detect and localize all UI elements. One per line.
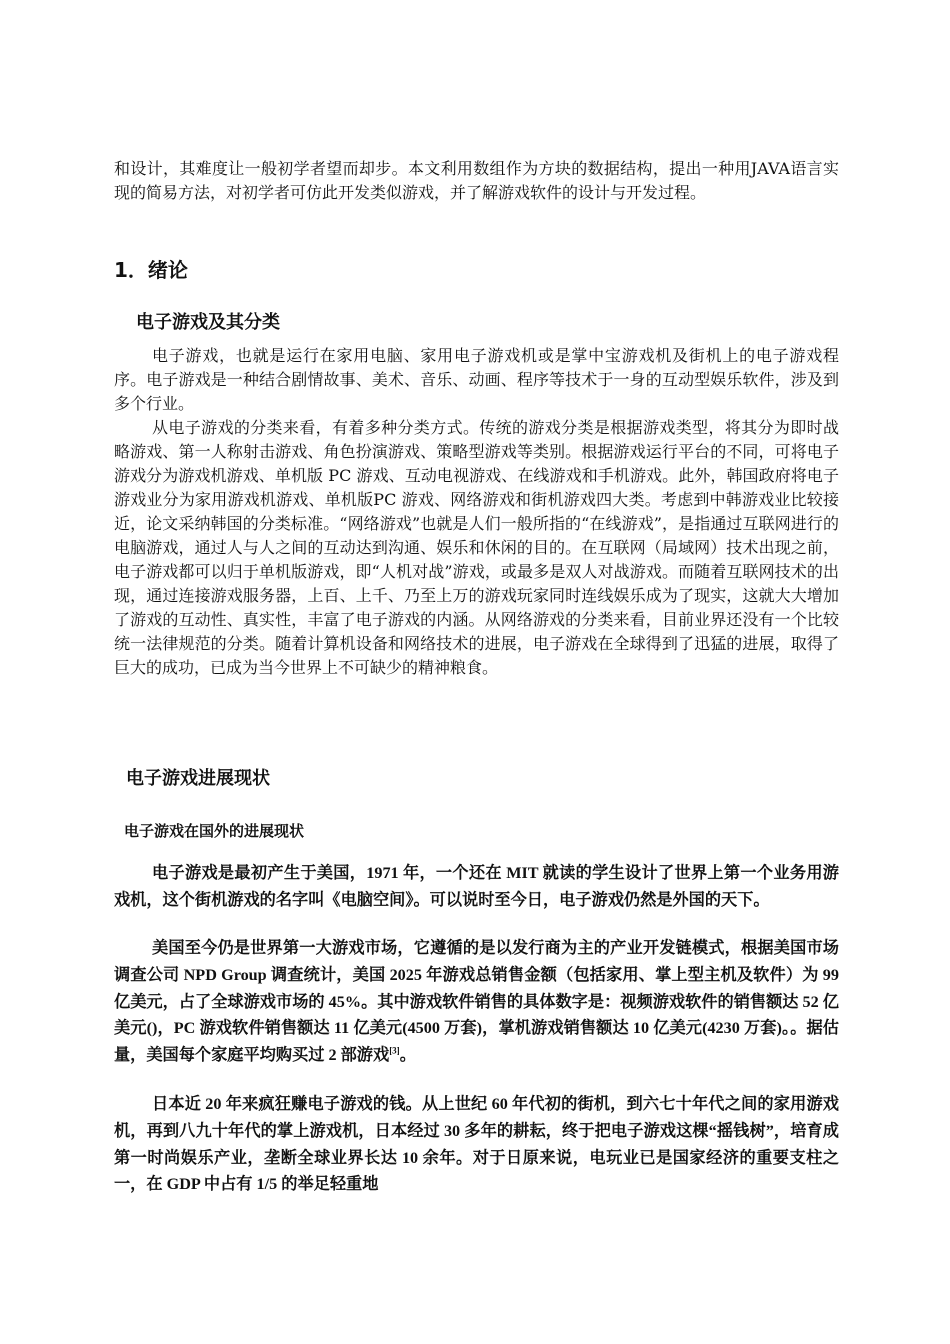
citation-reference: [3] [389,1045,400,1056]
subsection-heading: 电子游戏进展现状 [126,768,270,789]
body-paragraph: 日本近 20 年来疯狂赚电子游戏的钱。从上世纪 60 年代初的街机，到六七十年代之间的家用游戏机，再到八九十年代的掌上游戏机，日本经过 30 多年的耕耘，终于把电子游戏这棵“摇钱树”，培育成第一时尚娱乐产业，垄断全球业界长达 10 余年。对于日原来说，电玩业已是国家经济的重要支柱之一，在 GDP 中占有 1/5 的举足轻重地 [114,1095,839,1194]
paragraph-end: 。 [399,1046,416,1065]
body-paragraph: 从电子游戏的分类来看，有着多种分类方式。传统的游戏分类是根据游戏类型，将其分为即时战略游戏、第一人称射击游戏、角色扮演游戏、策略型游戏等类别。根据游戏运行平台的不同，可将电子游戏分为游戏机游戏、单机版 PC 游戏、互动电视游戏、在线游戏和手机游戏。此外，韩国政府将电子游戏业分为家用游戏机游戏、单机版PC 游戏、网络游戏和街机游戏四大类。考虑到中韩游戏业比较接近，论文采纳韩国的分类标准。“网络游戏”也就是人们一般所指的“在线游戏”，是指通过互联网进行的电脑游戏，通过人与人之间的互动达到沟通、娱乐和休闲的目的。在互联网（局域网）技术出现之前，电子游戏都可以归于单机版游戏，即“人机对战”游戏，或最多是双人对战游戏。而随着互联网技术的出现，通过连接游戏服务器，上百、上千、乃至上万的游戏玩家同时连线娱乐成为了现实，这就大大增加了游戏的互动性、真实性，丰富了电子游戏的内涵。从网络游戏的分类来看，目前业界还没有一个比较统一法律规范的分类。随着计算机设备和网络技术的进展，电子游戏在全球得到了迅猛的进展，取得了巨大的成功，已成为当今世界上不可缺少的精神粮食。 [114,418,839,677]
body-paragraph: 电子游戏，也就是运行在家用电脑、家用电子游戏机或是掌中宝游戏机及街机上的电子游戏程序。电子游戏是一种结合剧情故事、美术、音乐、动画、程序等技术于一身的互动型娱乐软件，涉及到多个行业。 [114,346,839,413]
intro-paragraph: 和设计，其难度让一般初学者望而却步。本文利用数组作为方块的数据结构，提出一种用JAVA语言实现的简易方法，对初学者可仿此开发类似游戏，并了解游戏软件的设计与开发过程。 [114,159,839,202]
section-heading: 1．绪论 [114,258,188,282]
body-paragraph [114,935,839,1069]
body-paragraph: 电子游戏是最初产生于美国，1971 年，一个还在 MIT 就读的学生设计了世界上第一个业务用游戏机，这个街机游戏的名字叫《电脑空间》。可以说时至今日，电子游戏仍然是外国的天下。 [114,864,839,909]
paragraph-text: 美国至今仍是世界第一大游戏市场，它遵循的是以发行商为主的产业开发链模式，根据美国市场调查公司 NPD Group 调查统计，美国 2025 年游戏总销售金额（包括家用、掌上型主机及软件）为 99 亿美元，占了全球游戏市场的 45%。其中游戏软件销售的具体数字是：视频游戏软件的销售额达 52 亿美元()，PC 游戏软件销售额达 11 亿美元(4500 万套)，掌机游戏销售额达 10 亿美元(4230 万套)。。据估量，美国每个家庭平均购买过 2 部游戏 [114,939,839,1065]
subsection-heading: 电子游戏及其分类 [136,312,280,333]
subsubsection-heading: 电子游戏在国外的进展现状 [124,822,305,840]
